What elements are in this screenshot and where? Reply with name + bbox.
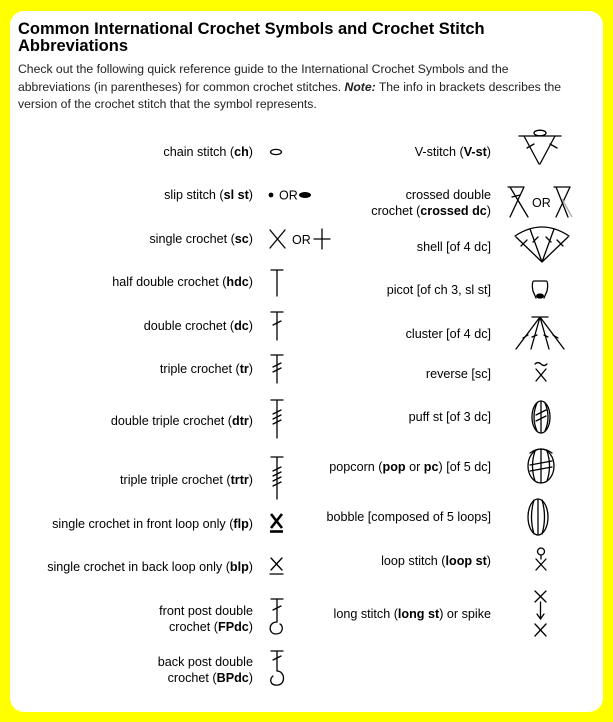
double-crochet-icon [269, 310, 285, 342]
reverse-sc-icon [533, 362, 549, 384]
label-front-loop-only: single crochet in front loop only (flp) [52, 517, 253, 531]
chain-icon [268, 147, 284, 157]
label-loop-stitch: loop stitch (loop st) [381, 554, 491, 568]
label-puff: puff st [of 3 dc] [408, 410, 491, 424]
label-reverse-sc: reverse [sc] [425, 367, 491, 381]
long-stitch-icon [532, 588, 550, 640]
front-loop-icon [269, 512, 285, 534]
triple-triple-crochet-icon [269, 455, 285, 501]
reference-card [10, 11, 603, 712]
label-triple-triple-crochet: triple triple crochet (trtr) [120, 473, 253, 487]
picot-icon [530, 279, 550, 301]
double-triple-crochet-icon [269, 398, 285, 440]
label-popcorn: popcorn (pop or pc) [of 5 dc] [329, 460, 491, 474]
puff-icon [528, 398, 554, 436]
intro-paragraph [18, 61, 583, 114]
label-shell: shell [of 4 dc] [416, 240, 491, 254]
page-title: Common International Crochet Symbols and Crochet Stitch Abbreviations [18, 20, 485, 55]
label-cluster: cluster [of 4 dc] [405, 327, 491, 341]
label-half-double-crochet: half double crochet (hdc) [112, 275, 253, 289]
label-front-post-dc: front post double crochet (FPdc) [159, 604, 253, 634]
or-text: OR [279, 188, 298, 203]
label-long-stitch: long stitch (long st) or spike [333, 607, 491, 621]
label-single-crochet: single crochet (sc) [149, 232, 253, 246]
note-text: The info in brackets describes the version of the crochet stitch that the symbol represents. [18, 79, 562, 111]
label-triple-crochet: triple crochet (tr) [159, 362, 253, 376]
label-double-triple-crochet: double triple crochet (dtr) [110, 414, 253, 428]
intro-text: Check out the following quick reference guide to the International Crochet Symbols and the abbreviations (in parentheses) for common crochet stitches. [18, 62, 509, 94]
cluster-icon [513, 313, 567, 353]
triple-crochet-icon [269, 353, 285, 385]
label-bobble: bobble [composed of 5 loops] [326, 510, 491, 524]
front-post-icon [265, 597, 287, 637]
single-crochet-icon [268, 228, 334, 252]
back-post-icon [265, 649, 287, 689]
label-slip-stitch: slip stitch (sl st) [164, 188, 253, 202]
half-double-crochet-icon [269, 268, 285, 298]
label-back-loop-only: single crochet in back loop only (blp) [47, 560, 253, 574]
slip-stitch-icon [267, 186, 317, 204]
bobble-icon [525, 496, 551, 538]
back-loop-icon [269, 555, 285, 577]
shell-icon [512, 224, 572, 266]
or-text: OR [532, 196, 551, 210]
label-picot: picot [of ch 3, sl st] [386, 283, 491, 297]
v-stitch-icon [517, 128, 563, 168]
popcorn-icon [524, 445, 558, 487]
label-double-crochet: double crochet (dc) [143, 319, 253, 333]
label-back-post-dc: back post double crochet (BPdc) [157, 655, 253, 685]
note-label: Note: [344, 79, 376, 94]
or-text: OR [292, 233, 311, 247]
loop-stitch-icon [533, 546, 549, 572]
crossed-dc-icon [506, 183, 576, 223]
label-v-stitch: V-stitch (V-st) [414, 145, 491, 159]
label-crossed-dc: crossed double crochet (crossed dc) [371, 188, 491, 218]
label-chain-stitch: chain stitch (ch) [163, 145, 253, 159]
